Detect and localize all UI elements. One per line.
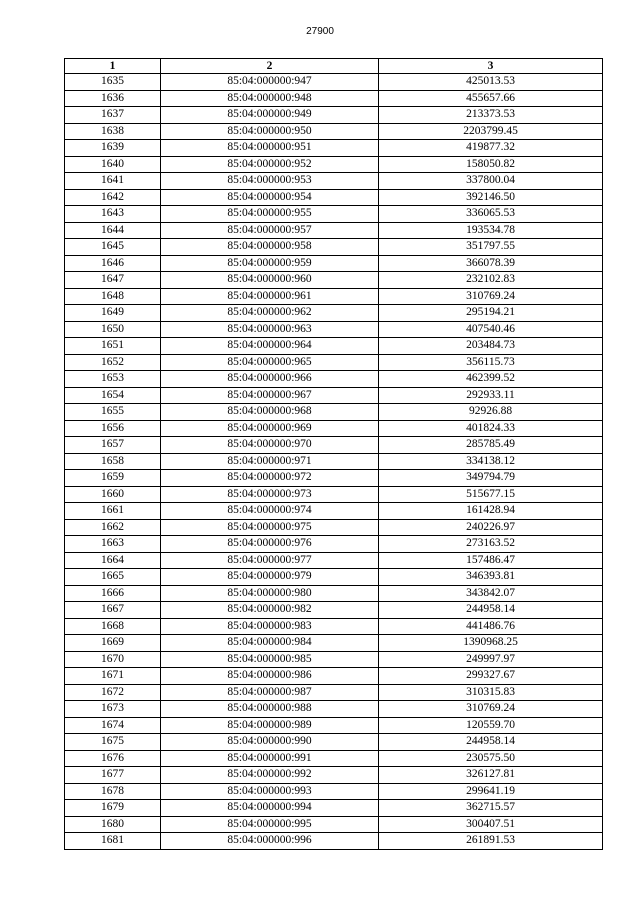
table-row	[65, 420, 603, 437]
row-number-cell: 1666	[65, 585, 161, 602]
table-row	[65, 74, 603, 91]
value-cell: 300407.51	[379, 816, 603, 833]
page-number: 27900	[306, 26, 334, 37]
table-row	[65, 437, 603, 454]
cadastral-number-cell: 85:04:000000:954	[161, 189, 379, 206]
cadastral-number-cell: 85:04:000000:964	[161, 338, 379, 355]
cadastral-number-cell: 85:04:000000:967	[161, 387, 379, 404]
table-row	[65, 536, 603, 553]
cadastral-number-cell: 85:04:000000:980	[161, 585, 379, 602]
table-row	[65, 800, 603, 817]
cadastral-number-cell: 85:04:000000:961	[161, 288, 379, 305]
row-number-cell: 1644	[65, 222, 161, 239]
cadastral-number-cell: 85:04:000000:985	[161, 651, 379, 668]
cadastral-number-cell: 85:04:000000:974	[161, 503, 379, 520]
cadastral-number-cell: 85:04:000000:983	[161, 618, 379, 635]
row-number-cell: 1650	[65, 321, 161, 338]
value-cell: 120559.70	[379, 717, 603, 734]
table-row	[65, 734, 603, 751]
table-row	[65, 354, 603, 371]
value-cell: 401824.33	[379, 420, 603, 437]
row-number-cell: 1662	[65, 519, 161, 536]
cadastral-number-cell: 85:04:000000:951	[161, 140, 379, 157]
cadastral-number-cell: 85:04:000000:963	[161, 321, 379, 338]
cadastral-number-cell: 85:04:000000:996	[161, 833, 379, 850]
row-number-cell: 1654	[65, 387, 161, 404]
row-number-cell: 1637	[65, 107, 161, 124]
row-number-cell: 1646	[65, 255, 161, 272]
value-cell: 310769.24	[379, 701, 603, 718]
value-cell: 157486.47	[379, 552, 603, 569]
value-cell: 249997.97	[379, 651, 603, 668]
value-cell: 425013.53	[379, 74, 603, 91]
row-number-cell: 1670	[65, 651, 161, 668]
table-row	[65, 651, 603, 668]
cadastral-number-cell: 85:04:000000:992	[161, 767, 379, 784]
cadastral-number-cell: 85:04:000000:947	[161, 74, 379, 91]
value-cell: 1390968.25	[379, 635, 603, 652]
value-cell: 295194.21	[379, 305, 603, 322]
row-number-cell: 1680	[65, 816, 161, 833]
value-cell: 230575.50	[379, 750, 603, 767]
table-row	[65, 486, 603, 503]
row-number-cell: 1672	[65, 684, 161, 701]
row-number-cell: 1649	[65, 305, 161, 322]
cadastral-number-cell: 85:04:000000:955	[161, 206, 379, 223]
table-row	[65, 338, 603, 355]
row-number-cell: 1639	[65, 140, 161, 157]
row-number-cell: 1681	[65, 833, 161, 850]
cadastral-number-cell: 85:04:000000:986	[161, 668, 379, 685]
cadastral-number-cell: 85:04:000000:966	[161, 371, 379, 388]
value-cell: 336065.53	[379, 206, 603, 223]
row-number-cell: 1645	[65, 239, 161, 256]
table-row	[65, 255, 603, 272]
table-row	[65, 123, 603, 140]
cadastral-number-cell: 85:04:000000:975	[161, 519, 379, 536]
row-number-cell: 1661	[65, 503, 161, 520]
table-row	[65, 173, 603, 190]
value-cell: 193534.78	[379, 222, 603, 239]
value-cell: 310769.24	[379, 288, 603, 305]
cadastral-number-cell: 85:04:000000:968	[161, 404, 379, 421]
table-row	[65, 404, 603, 421]
table-row	[65, 618, 603, 635]
row-number-cell: 1677	[65, 767, 161, 784]
table-row	[65, 189, 603, 206]
data-table	[64, 58, 603, 850]
table-row	[65, 107, 603, 124]
value-cell: 346393.81	[379, 569, 603, 586]
row-number-cell: 1675	[65, 734, 161, 751]
table-row	[65, 453, 603, 470]
table-row	[65, 684, 603, 701]
value-cell: 299327.67	[379, 668, 603, 685]
table-row	[65, 750, 603, 767]
table-row	[65, 222, 603, 239]
value-cell: 441486.76	[379, 618, 603, 635]
value-cell: 244958.14	[379, 734, 603, 751]
table-row	[65, 371, 603, 388]
column-header-2: 2	[161, 59, 379, 74]
value-cell: 92926.88	[379, 404, 603, 421]
cadastral-number-cell: 85:04:000000:984	[161, 635, 379, 652]
cadastral-number-cell: 85:04:000000:972	[161, 470, 379, 487]
row-number-cell: 1635	[65, 74, 161, 91]
value-cell: 240226.97	[379, 519, 603, 536]
row-number-cell: 1656	[65, 420, 161, 437]
value-cell: 273163.52	[379, 536, 603, 553]
value-cell: 299641.19	[379, 783, 603, 800]
table-row	[65, 767, 603, 784]
table-row	[65, 602, 603, 619]
cadastral-number-cell: 85:04:000000:953	[161, 173, 379, 190]
value-cell: 292933.11	[379, 387, 603, 404]
cadastral-number-cell: 85:04:000000:949	[161, 107, 379, 124]
row-number-cell: 1652	[65, 354, 161, 371]
table-body	[65, 74, 603, 850]
value-cell: 161428.94	[379, 503, 603, 520]
row-number-cell: 1663	[65, 536, 161, 553]
row-number-cell: 1648	[65, 288, 161, 305]
value-cell: 285785.49	[379, 437, 603, 454]
cadastral-number-cell: 85:04:000000:989	[161, 717, 379, 734]
value-cell: 515677.15	[379, 486, 603, 503]
table-row	[65, 816, 603, 833]
row-number-cell: 1640	[65, 156, 161, 173]
table-header-row	[65, 59, 603, 74]
cadastral-number-cell: 85:04:000000:952	[161, 156, 379, 173]
table-row	[65, 668, 603, 685]
cadastral-number-cell: 85:04:000000:982	[161, 602, 379, 619]
table-row	[65, 833, 603, 850]
value-cell: 334138.12	[379, 453, 603, 470]
cadastral-number-cell: 85:04:000000:958	[161, 239, 379, 256]
value-cell: 203484.73	[379, 338, 603, 355]
value-cell: 213373.53	[379, 107, 603, 124]
row-number-cell: 1638	[65, 123, 161, 140]
row-number-cell: 1659	[65, 470, 161, 487]
table-row	[65, 387, 603, 404]
value-cell: 326127.81	[379, 767, 603, 784]
row-number-cell: 1668	[65, 618, 161, 635]
table-row	[65, 156, 603, 173]
value-cell: 232102.83	[379, 272, 603, 289]
row-number-cell: 1664	[65, 552, 161, 569]
row-number-cell: 1669	[65, 635, 161, 652]
cadastral-number-cell: 85:04:000000:959	[161, 255, 379, 272]
cadastral-number-cell: 85:04:000000:948	[161, 90, 379, 107]
row-number-cell: 1651	[65, 338, 161, 355]
cadastral-number-cell: 85:04:000000:995	[161, 816, 379, 833]
value-cell: 337800.04	[379, 173, 603, 190]
table-row	[65, 272, 603, 289]
cadastral-number-cell: 85:04:000000:976	[161, 536, 379, 553]
cadastral-number-cell: 85:04:000000:993	[161, 783, 379, 800]
row-number-cell: 1657	[65, 437, 161, 454]
value-cell: 343842.07	[379, 585, 603, 602]
value-cell: 261891.53	[379, 833, 603, 850]
value-cell: 462399.52	[379, 371, 603, 388]
value-cell: 455657.66	[379, 90, 603, 107]
cadastral-number-cell: 85:04:000000:990	[161, 734, 379, 751]
cadastral-number-cell: 85:04:000000:973	[161, 486, 379, 503]
table-row	[65, 470, 603, 487]
row-number-cell: 1660	[65, 486, 161, 503]
cadastral-number-cell: 85:04:000000:969	[161, 420, 379, 437]
table-row	[65, 239, 603, 256]
row-number-cell: 1642	[65, 189, 161, 206]
table-row	[65, 288, 603, 305]
table-row	[65, 140, 603, 157]
row-number-cell: 1655	[65, 404, 161, 421]
value-cell: 419877.32	[379, 140, 603, 157]
table-row	[65, 305, 603, 322]
column-header-1: 1	[65, 59, 161, 74]
row-number-cell: 1647	[65, 272, 161, 289]
row-number-cell: 1636	[65, 90, 161, 107]
cadastral-number-cell: 85:04:000000:988	[161, 701, 379, 718]
table-row	[65, 783, 603, 800]
table-row	[65, 585, 603, 602]
table-row	[65, 635, 603, 652]
row-number-cell: 1676	[65, 750, 161, 767]
column-header-3: 3	[379, 59, 603, 74]
row-number-cell: 1665	[65, 569, 161, 586]
row-number-cell: 1674	[65, 717, 161, 734]
value-cell: 407540.46	[379, 321, 603, 338]
cadastral-number-cell: 85:04:000000:987	[161, 684, 379, 701]
cadastral-number-cell: 85:04:000000:962	[161, 305, 379, 322]
row-number-cell: 1667	[65, 602, 161, 619]
cadastral-number-cell: 85:04:000000:950	[161, 123, 379, 140]
value-cell: 244958.14	[379, 602, 603, 619]
row-number-cell: 1673	[65, 701, 161, 718]
value-cell: 351797.55	[379, 239, 603, 256]
value-cell: 392146.50	[379, 189, 603, 206]
cadastral-number-cell: 85:04:000000:977	[161, 552, 379, 569]
table-row	[65, 519, 603, 536]
cadastral-number-cell: 85:04:000000:971	[161, 453, 379, 470]
cadastral-number-cell: 85:04:000000:994	[161, 800, 379, 817]
row-number-cell: 1679	[65, 800, 161, 817]
table-row	[65, 701, 603, 718]
table-row	[65, 569, 603, 586]
table-row	[65, 206, 603, 223]
cadastral-number-cell: 85:04:000000:965	[161, 354, 379, 371]
table-row	[65, 717, 603, 734]
value-cell: 356115.73	[379, 354, 603, 371]
row-number-cell: 1678	[65, 783, 161, 800]
value-cell: 158050.82	[379, 156, 603, 173]
value-cell: 362715.57	[379, 800, 603, 817]
cadastral-number-cell: 85:04:000000:991	[161, 750, 379, 767]
value-cell: 310315.83	[379, 684, 603, 701]
cadastral-number-cell: 85:04:000000:979	[161, 569, 379, 586]
cadastral-number-cell: 85:04:000000:957	[161, 222, 379, 239]
cadastral-number-cell: 85:04:000000:960	[161, 272, 379, 289]
value-cell: 349794.79	[379, 470, 603, 487]
cadastral-number-cell: 85:04:000000:970	[161, 437, 379, 454]
row-number-cell: 1641	[65, 173, 161, 190]
table-row	[65, 503, 603, 520]
value-cell: 2203799.45	[379, 123, 603, 140]
row-number-cell: 1671	[65, 668, 161, 685]
row-number-cell: 1653	[65, 371, 161, 388]
value-cell: 366078.39	[379, 255, 603, 272]
table-row	[65, 321, 603, 338]
table-row	[65, 552, 603, 569]
row-number-cell: 1658	[65, 453, 161, 470]
row-number-cell: 1643	[65, 206, 161, 223]
table-row	[65, 90, 603, 107]
